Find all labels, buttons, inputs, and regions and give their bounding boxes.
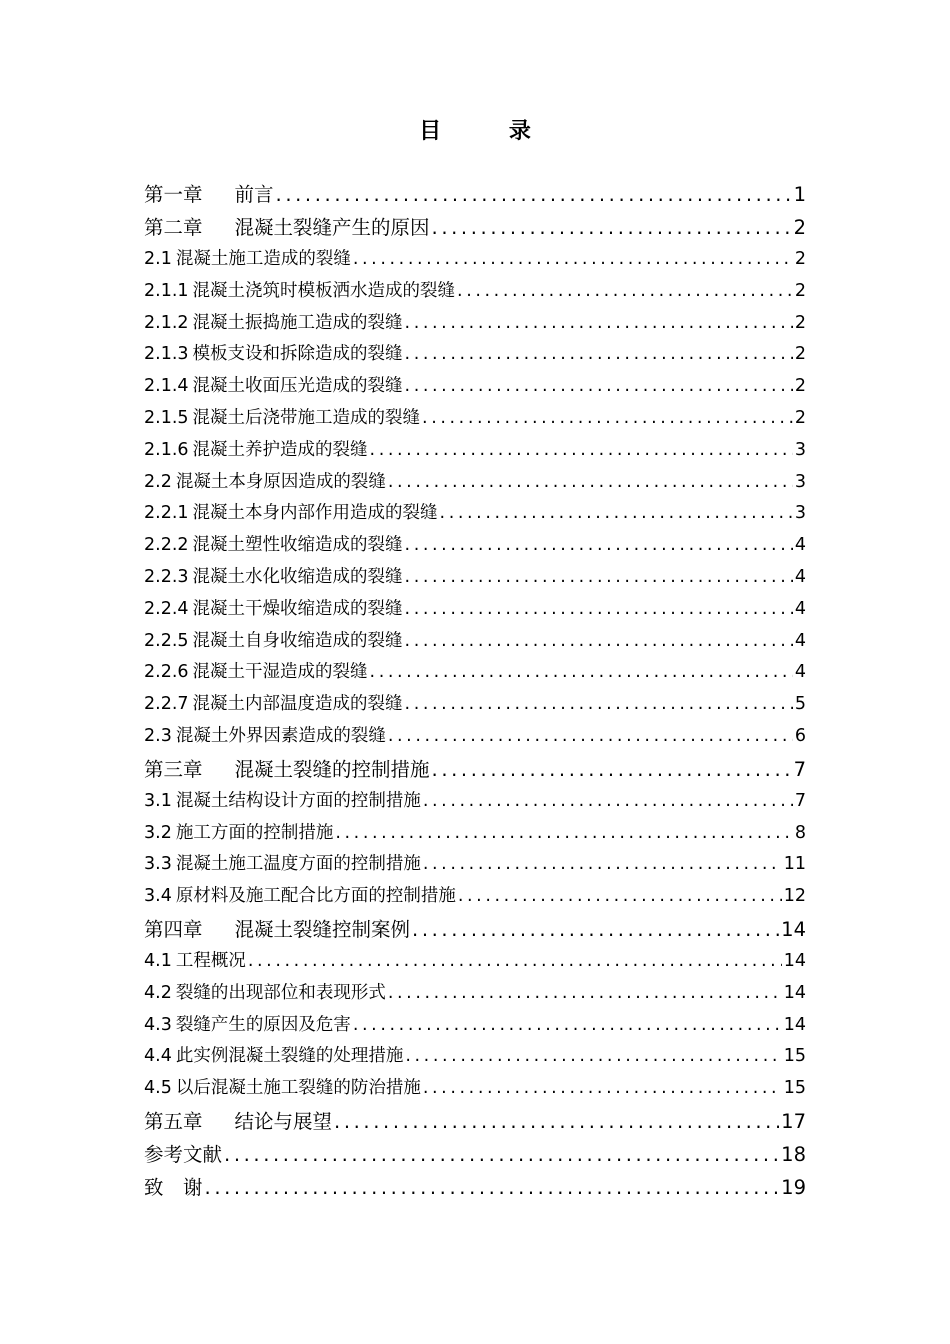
toc-entry[interactable] <box>144 881 806 913</box>
toc-entry-text <box>144 308 403 340</box>
dot-leader <box>405 562 793 594</box>
toc-entry-title: 裂缝的出现部位和表现形式 <box>175 982 386 1003</box>
toc-entry-text <box>144 1041 403 1073</box>
toc-entry-title: 混凝土结构设计方面的控制措施 <box>175 790 421 811</box>
toc-entry-number: 3.1 <box>144 790 172 811</box>
toc-entry[interactable] <box>144 403 806 435</box>
toc-entry-title: 混凝土裂缝控制案例 <box>234 917 411 941</box>
toc-entry-number: 2.2.4 <box>144 598 189 619</box>
toc-entry-page-number: 4 <box>794 662 806 683</box>
toc-entry-title: 混凝土施工造成的裂缝 <box>175 249 351 269</box>
toc-entry-number: 4.5 <box>144 1078 172 1099</box>
toc-entry-number: 2.1.2 <box>144 312 189 333</box>
toc-entry[interactable] <box>144 1138 806 1171</box>
toc-entry-page-number: 17 <box>781 1109 806 1133</box>
dot-leader <box>440 498 793 530</box>
dot-leader <box>405 371 793 403</box>
toc-entry-text <box>144 881 456 913</box>
toc-entry-number: 2.1.4 <box>144 376 189 397</box>
toc-entry-page-number: 14 <box>783 1014 806 1035</box>
dot-leader <box>423 1073 782 1105</box>
toc-entry-number: 第一章 <box>144 183 203 206</box>
toc-entry-page-number: 14 <box>783 950 806 971</box>
toc-entry-number: 第三章 <box>144 757 203 781</box>
dot-leader <box>405 530 793 562</box>
toc-entry-text <box>144 978 386 1010</box>
dot-leader <box>432 211 792 244</box>
toc-entry[interactable] <box>144 1010 806 1042</box>
toc-entry-number: 4.1 <box>144 950 172 971</box>
toc-entry-text <box>144 1105 332 1138</box>
toc-entry-title: 混凝土自身收缩造成的裂缝 <box>192 630 403 651</box>
toc-entry-text <box>144 371 403 403</box>
dot-leader <box>422 403 793 435</box>
toc-entry-page-number: 14 <box>781 917 806 941</box>
toc-entry-text <box>144 626 403 658</box>
toc-entry-number: 2.2.3 <box>144 566 189 587</box>
toc-entry[interactable] <box>144 818 806 850</box>
toc-entry-number: 2.2 <box>144 471 172 492</box>
toc-entry[interactable] <box>144 276 806 308</box>
toc-entry[interactable] <box>144 786 806 818</box>
dot-leader <box>370 435 793 467</box>
toc-entry-page-number: 18 <box>781 1142 806 1166</box>
toc-entry[interactable] <box>144 978 806 1010</box>
toc-entry-page-number: 8 <box>794 822 806 843</box>
toc-entry-text <box>144 721 386 753</box>
toc-entry-text <box>144 946 246 978</box>
toc-entry[interactable] <box>144 562 806 594</box>
toc-entry-text <box>144 276 455 308</box>
toc-entry-title: 混凝土本身原因造成的裂缝 <box>175 471 386 492</box>
dot-leader <box>405 626 793 658</box>
toc-entry[interactable] <box>144 498 806 530</box>
toc-entry[interactable] <box>144 339 806 371</box>
toc-entry-page-number: 2 <box>794 344 806 365</box>
toc-entry-title: 混凝土塑性收缩造成的裂缝 <box>192 535 403 556</box>
toc-entry[interactable] <box>144 178 806 211</box>
toc-entry-text <box>144 339 403 371</box>
toc-entry-page-number: 4 <box>794 535 806 556</box>
toc-entry-title: 结论与展望 <box>234 1109 333 1133</box>
toc-entry-title: 施工方面的控制措施 <box>175 822 334 843</box>
dot-leader <box>353 1010 782 1042</box>
dot-leader <box>405 594 793 626</box>
dot-leader <box>353 244 793 276</box>
dot-leader <box>423 849 782 881</box>
toc-entry-title: 混凝土裂缝的控制措施 <box>234 757 430 781</box>
toc-entry-text <box>144 786 421 818</box>
toc-entry-number: 2.2.7 <box>144 694 189 715</box>
toc-entry[interactable] <box>144 371 806 403</box>
toc-entry-title: 工程概况 <box>175 950 246 971</box>
toc-entry-page-number: 3 <box>794 439 806 460</box>
toc-entry[interactable] <box>144 435 806 467</box>
toc-entry-number: 第四章 <box>144 917 203 941</box>
toc-entry[interactable] <box>144 594 806 626</box>
toc-entry-text <box>144 562 403 594</box>
toc-entry-title: 混凝土干湿造成的裂缝 <box>192 662 368 683</box>
toc-entry-title: 前言 <box>234 183 274 206</box>
toc-entry-number: 2.1.1 <box>144 280 189 301</box>
toc-entry[interactable] <box>144 467 806 499</box>
dot-leader <box>405 339 793 371</box>
toc-entry-title: 混凝土施工温度方面的控制措施 <box>175 854 421 875</box>
toc-entry-title: 致 谢 <box>144 1175 203 1199</box>
toc-entry-title: 混凝土水化收缩造成的裂缝 <box>192 566 403 587</box>
toc-entry-text <box>144 211 430 244</box>
dot-leader <box>423 786 793 818</box>
toc-entry[interactable] <box>144 211 806 244</box>
dot-leader <box>388 467 793 499</box>
toc-entry-title: 模板支设和拆除造成的裂缝 <box>192 344 403 365</box>
toc-entry-page-number: 2 <box>794 407 806 428</box>
toc-entry-text <box>144 530 403 562</box>
toc-entry-number: 2.1.3 <box>144 344 189 365</box>
dot-leader <box>458 881 782 913</box>
toc-entry-page-number: 3 <box>794 471 806 492</box>
toc-entry-text <box>144 1171 203 1204</box>
dot-leader <box>334 1105 779 1138</box>
toc-entry-number: 第二章 <box>144 216 203 239</box>
toc-entry-text <box>144 498 438 530</box>
dot-leader <box>432 753 792 786</box>
toc-entry-title: 混凝土收面压光造成的裂缝 <box>192 376 403 397</box>
toc-entry-page-number: 7 <box>794 790 806 811</box>
toc-entry-page-number: 2 <box>794 280 806 301</box>
toc-entry-number: 第五章 <box>144 1109 203 1133</box>
toc-entry-number: 2.1 <box>144 249 172 269</box>
toc-entry-page-number: 7 <box>793 757 806 781</box>
toc-entry-number: 3.4 <box>144 886 172 907</box>
toc-entry-text <box>144 244 351 276</box>
toc-entry-title: 以后混凝土施工裂缝的防治措施 <box>175 1078 421 1099</box>
toc-entry-text <box>144 1138 222 1171</box>
toc-entry-page-number: 6 <box>794 725 806 746</box>
toc-entry-page-number: 2 <box>793 216 806 239</box>
toc-entry[interactable] <box>144 657 806 689</box>
toc-entry-page-number: 5 <box>794 694 806 715</box>
toc-entry-text <box>144 657 368 689</box>
toc-entry-title: 参考文献 <box>144 1142 223 1166</box>
toc-entry-number: 2.2.5 <box>144 630 189 651</box>
toc-entry[interactable] <box>144 946 806 978</box>
dot-leader <box>224 1138 779 1171</box>
dot-leader <box>412 913 779 946</box>
dot-leader <box>457 276 793 308</box>
toc-entry-page-number: 4 <box>794 598 806 619</box>
toc-entry-page-number: 15 <box>783 1078 806 1099</box>
dot-leader <box>370 657 793 689</box>
toc-entry-number: 2.2.2 <box>144 535 189 556</box>
toc-entry[interactable] <box>144 1073 806 1105</box>
toc-entry-page-number: 14 <box>783 982 806 1003</box>
toc-entry-page-number: 19 <box>781 1175 806 1199</box>
toc-entry-title: 混凝土内部温度造成的裂缝 <box>192 694 403 715</box>
toc-entry[interactable] <box>144 849 806 881</box>
toc-entry-page-number: 11 <box>783 854 806 875</box>
toc-entry-text <box>144 467 386 499</box>
toc-entry[interactable] <box>144 913 806 946</box>
toc-entry-page-number: 2 <box>794 249 806 269</box>
toc-entry-number: 2.1.6 <box>144 439 189 460</box>
toc-entry-text <box>144 594 403 626</box>
toc-entry-page-number: 2 <box>794 312 806 333</box>
toc-entry-title: 裂缝产生的原因及危害 <box>175 1014 351 1035</box>
toc-entry-number: 4.3 <box>144 1014 172 1035</box>
toc-entry-page-number: 3 <box>794 503 806 524</box>
toc-entry-text <box>144 1073 421 1105</box>
page-title: 目 录 <box>419 119 561 144</box>
toc-entry[interactable] <box>144 626 806 658</box>
toc-entry-title: 混凝土养护造成的裂缝 <box>192 439 368 460</box>
toc-entry-title: 混凝土后浇带施工造成的裂缝 <box>192 407 421 428</box>
toc-entry-page-number: 15 <box>783 1046 806 1067</box>
toc-entry[interactable] <box>144 530 806 562</box>
toc-entry-title: 混凝土本身内部作用造成的裂缝 <box>192 503 438 524</box>
dot-leader <box>405 689 793 721</box>
toc-entry-page-number: 2 <box>794 376 806 397</box>
toc-entry[interactable] <box>144 1171 806 1204</box>
toc-entry[interactable] <box>144 1041 806 1073</box>
toc-entry[interactable] <box>144 753 806 786</box>
toc-entry-text <box>144 1010 351 1042</box>
toc-entry-number: 2.2.1 <box>144 503 189 524</box>
toc-entry-text <box>144 753 430 786</box>
toc-entry-title: 混凝土振捣施工造成的裂缝 <box>192 312 403 333</box>
dot-leader <box>405 308 793 340</box>
toc-entry-text <box>144 818 333 850</box>
toc-entry-title: 此实例混凝土裂缝的处理措施 <box>175 1046 404 1067</box>
toc-entry-title: 原材料及施工配合比方面的控制措施 <box>175 886 456 907</box>
toc-entry-page-number: 4 <box>794 630 806 651</box>
toc-entry[interactable] <box>144 689 806 721</box>
toc-entry-page-number: 1 <box>793 183 806 206</box>
toc-entry-number: 2.1.5 <box>144 407 189 428</box>
toc-entry-title: 混凝土外界因素造成的裂缝 <box>175 725 386 746</box>
toc-entry-title: 混凝土裂缝产生的原因 <box>234 216 430 239</box>
toc-entry-text <box>144 913 410 946</box>
toc-entry-number: 2.2.6 <box>144 662 189 683</box>
toc-entry-number: 4.4 <box>144 1046 172 1067</box>
toc-entry-page-number: 4 <box>794 566 806 587</box>
table-of-contents <box>144 178 806 1204</box>
dot-leader <box>405 1041 781 1073</box>
dot-leader <box>335 818 793 850</box>
dot-leader <box>205 1171 780 1204</box>
dot-leader <box>248 946 782 978</box>
toc-entry-number: 4.2 <box>144 982 172 1003</box>
toc-entry-text <box>144 435 368 467</box>
toc-entry-text <box>144 689 403 721</box>
toc-entry[interactable] <box>144 721 806 753</box>
toc-entry-text <box>144 178 274 211</box>
toc-entry-title: 混凝土浇筑时模板洒水造成的裂缝 <box>192 280 456 301</box>
dot-leader <box>388 721 793 753</box>
toc-entry-number: 3.2 <box>144 822 172 843</box>
dot-leader <box>276 178 792 211</box>
toc-entry-page-number: 12 <box>783 886 806 907</box>
toc-entry-number: 2.3 <box>144 725 172 746</box>
toc-entry[interactable] <box>144 1105 806 1138</box>
toc-entry-text <box>144 849 421 881</box>
toc-entry[interactable] <box>144 308 806 340</box>
toc-entry-text <box>144 403 420 435</box>
toc-entry-title: 混凝土干燥收缩造成的裂缝 <box>192 598 403 619</box>
toc-entry[interactable] <box>144 244 806 276</box>
dot-leader <box>388 978 782 1010</box>
toc-entry-number: 3.3 <box>144 854 172 875</box>
